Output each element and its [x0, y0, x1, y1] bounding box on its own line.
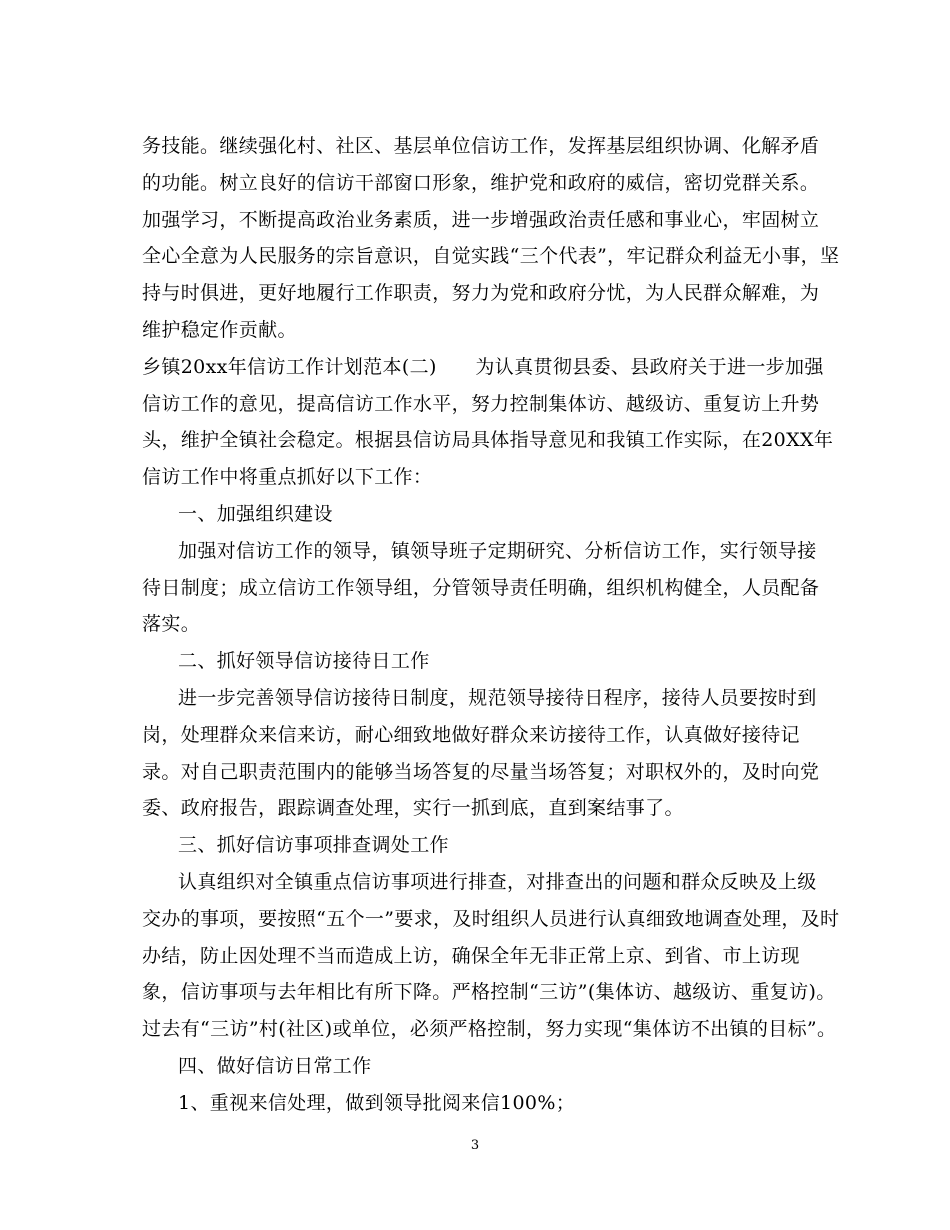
text-line: 加强对信访工作的领导，镇领导班子定期研究、分析信访工作，实行领导接 — [178, 539, 817, 562]
text-line: 岗，处理群众来信来访，耐心细致地做好群众来访接待工作，认真做好接待记 — [142, 723, 800, 746]
text-line: 加强学习，不断提高政治业务素质，进一步增强政治责任感和事业心，牢固树立 — [142, 208, 820, 231]
section-title-line: 乡镇20xx年信访工作计划范本(二) 为认真贯彻县委、县政府关于进一步加强 — [142, 355, 824, 378]
text-line: 录。对自己职责范围内的能够当场答复的尽量当场答复；对职权外的，及时向党 — [142, 760, 820, 783]
text-line: 全心全意为人民服务的宗旨意识，自觉实践“三个代表”，牢记群众利益无小事，坚 — [142, 245, 840, 268]
text-line: 持与时俱进，更好地履行工作职责，努力为党和政府分忧，为人民群众解难，为 — [142, 282, 820, 305]
body-text — [142, 128, 840, 1122]
text-line: 象，信访事项与去年相比有所下降。严格控制“三访”(集体访、越级访、重复访)。 — [142, 981, 836, 1004]
text-line: 维护稳定作贡献。 — [142, 318, 297, 341]
text-line: 进一步完善领导信访接待日制度，规范领导接待日程序，接待人员要按时到 — [178, 686, 817, 709]
heading-1: 一、加强组织建设 — [178, 502, 333, 525]
heading-3: 三、抓好信访事项排查调处工作 — [178, 834, 449, 857]
text-line: 的功能。树立良好的信访干部窗口形象，维护党和政府的威信，密切党群关系。 — [142, 171, 820, 194]
text-line: 办结，防止因处理不当而造成上访，确保全年无非正常上京、到省、市上访现 — [142, 944, 800, 967]
page-number: 3 — [470, 1138, 480, 1153]
text-line: 委、政府报告，跟踪调查处理，实行一抓到底，直到案结事了。 — [142, 797, 684, 820]
text-line: 务技能。继续强化村、社区、基层单位信访工作，发挥基层组织协调、化解矛盾 — [142, 135, 820, 157]
heading-4: 四、做好信访日常工作 — [178, 1054, 372, 1077]
text-line: 落实。 — [142, 613, 201, 636]
heading-2: 二、抓好领导信访接待日工作 — [178, 650, 430, 673]
text-line: 过去有“三访”村(社区)或单位，必须严格控制，努力实现“集体访不出镇的目标”。 — [142, 1018, 837, 1041]
text-line: 认真组织对全镇重点信访事项进行排查，对排查出的问题和群众反映及上级 — [178, 870, 817, 893]
text-line: 待日制度；成立信访工作领导组，分管领导责任明确，组织机构健全，人员配备 — [142, 576, 820, 599]
text-line: 信访工作中将重点抓好以下工作： — [142, 466, 433, 489]
text-line: 信访工作的意见，提高信访工作水平，努力控制集体访、越级访、重复访上升势 — [142, 392, 820, 415]
text-line: 头，维护全镇社会稳定。根据县信访局具体指导意见和我镇工作实际，在20XX年 — [142, 429, 834, 452]
text-line: 交办的事项，要按照“五个一”要求，及时组织人员进行认真细致地调查处理，及时 — [142, 907, 840, 930]
list-item: 1、重视来信处理，做到领导批阅来信100%； — [178, 1091, 576, 1114]
